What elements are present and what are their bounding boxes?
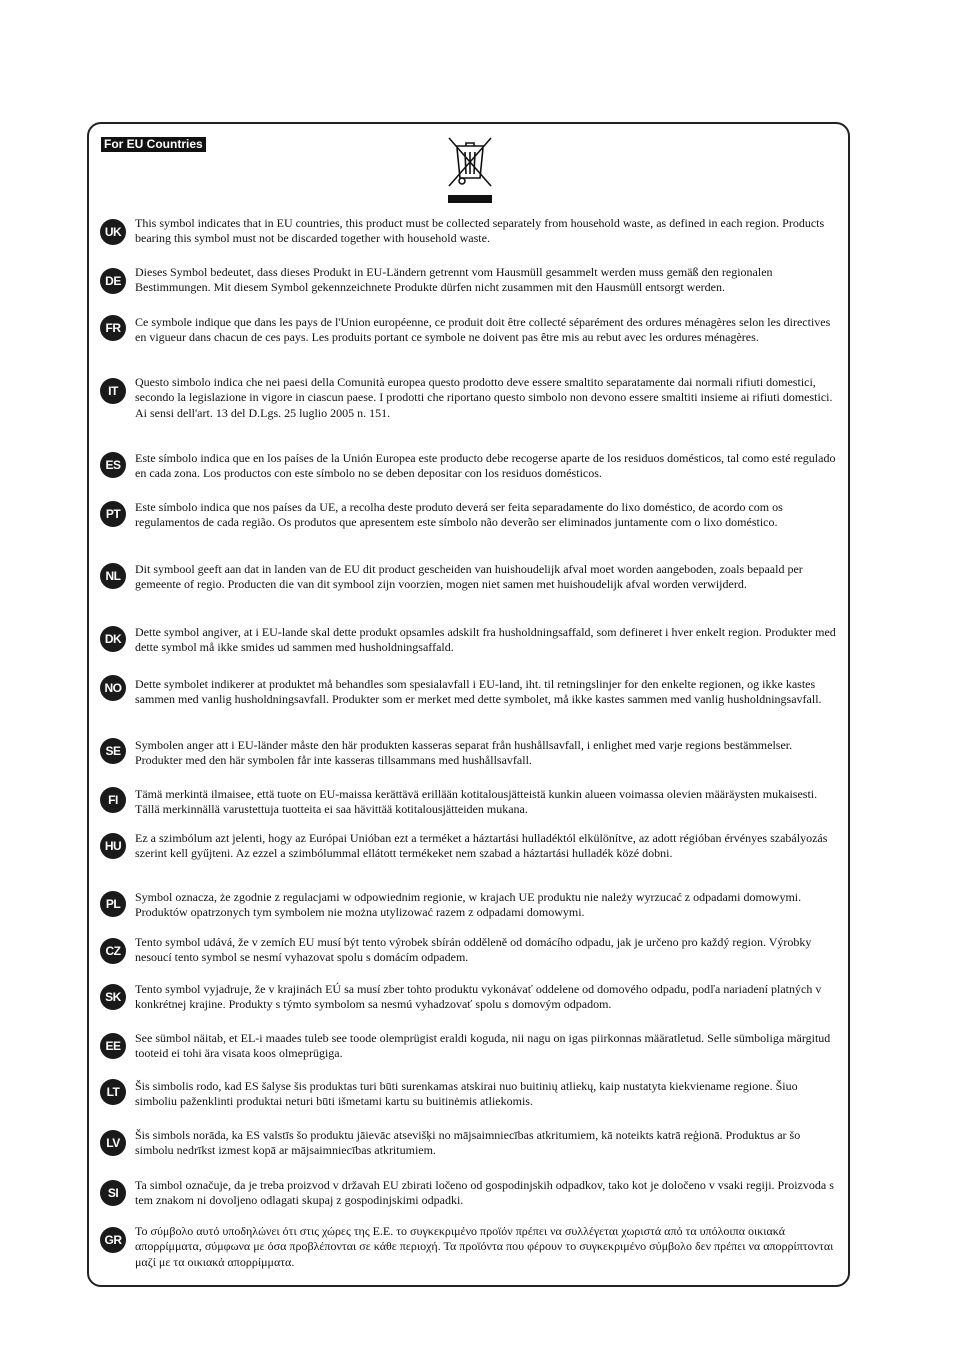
notice-text: Symbolen anger att i EU-länder måste den här produkten kasseras separat från hushållsavfall, i enlighet med varje regions bestämmelser. Produkter med den här symbolen får inte kasseras tillsammans med hushållsavfall. xyxy=(135,738,793,768)
country-code-badge: FI xyxy=(100,787,126,813)
notice-text: Dette symbolet indikerer at produktet må behandles som spesialavfall i EU-land, iht. til retningslinjer for den enkelte regionen, og ikke kastes sammen med vanlig husholdningsavfall. Produkter som er merket med dette symbolet, må ikke kastes sammen med vanlig husholdningsavfall. xyxy=(135,677,822,707)
notice-text: Ce symbole indique que dans les pays de l'Union européenne, ce produit doit être collecté séparément des ordures ménagères selon les directives en vigueur dans chacun de ces pays. Les produits portant ce symbole ne doivent pas être mis au rebut avec les ordures ménagères. xyxy=(135,315,831,345)
country-code-badge: CZ xyxy=(100,938,126,964)
country-code-badge: LV xyxy=(100,1130,126,1156)
country-code-badge: SE xyxy=(100,738,126,764)
notice-text: Ez a szimbólum azt jelenti, hogy az Európai Unióban ezt a terméket a háztartási hulladéktól elkülönítve, az adott régióban érvényes szabályozás szerint kell gyűjteni. Az ezzel a szimbólummal ellátott termékeket nem szabad a háztartási hulladék közé dobni. xyxy=(135,831,828,861)
country-code-badge: LT xyxy=(100,1079,126,1105)
notice-text: Este símbolo indica que en los países de la Unión Europea este producto debe recogerse aparte de los residuos domésticos, tal como esté regulado en cada zona. Los productos con este símbolo no se deben depositar con los residuos domésticos. xyxy=(135,451,836,481)
notice-text: Este símbolo indica que nos países da UE, a recolha deste produto deverá ser feita separadamente do lixo doméstico, de acordo com os regulamentos de cada região. Os produtos que apresentem este símbolo não deverão ser eliminados juntamente com o lixo doméstico. xyxy=(135,500,783,530)
notice-text: Šis simbols norāda, ka ES valstīs šo produktu jāievāc atsevišķi no mājsaimniecības atkritumiem, kā noteikts katrā reģionā. Produktus ar šo simbolu nedrīkst izmest kopā ar mājsaimniecības atkritumiem. xyxy=(135,1128,801,1158)
crossed-out-wheelie-bin-icon xyxy=(445,134,495,206)
country-code-badge: GR xyxy=(100,1227,126,1253)
country-code-badge: UK xyxy=(100,219,126,245)
notice-text: Το σύμβολο αυτό υποδηλώνει ότι στις χώρες της Ε.Ε. το συγκεκριμένο προϊόν πρέπει να συλλέγεται χωριστά από τα υπόλοιπα οικιακά απορρίμματα, σύμφωνα με όσα προβλέπονται σε κάθε περιοχή. Τα προϊόντα που φέρουν το συγκεκριμένο σύμβολο δεν πρέπει να απορρίπτονται μαζί με τα οικιακά απορρίμματα. xyxy=(135,1224,834,1269)
region-badge: For EU Countries xyxy=(101,137,206,152)
notice-text: Šis simbolis rodo, kad ES šalyse šis produktas turi būti surenkamas atskirai nuo buitinių atliekų, kaip nustatyta kiekviename regione. Šiuo simboliu paženklinti produktai neturi būti išmetami kartu su buitinėmis atliekomis. xyxy=(135,1079,798,1109)
notice-text-legal: Ai sensi dell'art. 13 del D.Lgs. 25 luglio 2005 n. 151. xyxy=(135,405,391,420)
country-code-badge: HU xyxy=(100,833,126,859)
notice-text: Dit symbool geeft aan dat in landen van de EU dit product gescheiden van huishoudelijk afval moet worden aangeboden, zoals bepaald per gemeente of regio. Producten die van dit symbool zijn voorzien, mogen niet samen met huishoudelijk afval worden verwijderd. xyxy=(135,562,803,592)
notice-text: Dette symbol angiver, at i EU-lande skal dette produkt opsamles adskilt fra husholdningsaffald, som defineret i hver enkelt region. Produkter med dette symbol må ikke smides ud sammen med husholdningsaffald. xyxy=(135,625,836,655)
notice-text: Dieses Symbol bedeutet, dass dieses Produkt in EU-Ländern getrennt vom Hausmüll gesammelt werden muss gemäß den regionalen Bestimmungen. Mit diesem Symbol gekennzeichnete Produkte dürfen nicht zusammen mit den Hausmüll entsorgt werden. xyxy=(135,265,773,295)
notice-text: This symbol indicates that in EU countries, this product must be collected separately from household waste, as defined in each region. Products bearing this symbol must not be discarded together with household waste. xyxy=(135,216,825,246)
notice-text: Tento symbol udává, že v zemích EU musí být tento výrobek sbírán odděleně od domácího odpadu, jak je určeno pro každý region. Výrobky nesoucí tento symbol se nesmí vyhazovat spolu s domácím odpadem. xyxy=(135,935,812,965)
notice-text: Symbol oznacza, że zgodnie z regulacjami w odpowiednim regionie, w krajach UE produktu nie należy wyrzucać z odpadami domowymi. Produktów opatrzonych tym symbolem nie można utylizować razem z odpadami domowymi. xyxy=(135,890,802,920)
notice-text: Ta simbol označuje, da je treba proizvod v državah EU zbirati ločeno od gospodinjskih odpadkov, tako kot je določeno v vsaki regiji. Proizvoda s tem znakom ni dovoljeno odlagati skupaj z gospodinjskimi odpadki. xyxy=(135,1178,834,1208)
notice-text: See sümbol näitab, et EL-i maades tuleb see toode olemprügist eraldi koguda, nii nagu on igas piirkonnas määratletud. Selle sümboliga märgitud tooteid ei tohi ära visata koos olmeprügiga. xyxy=(135,1031,831,1061)
country-code-badge: PT xyxy=(100,501,126,527)
country-code-badge: FR xyxy=(100,315,126,341)
country-code-badge: NL xyxy=(100,563,126,589)
notice-text: Tämä merkintä ilmaisee, että tuote on EU-maissa kerättävä erillään kotitalousjätteistä kunkin alueen voimassa olevien määräysten mukaisesti. Tällä merkinnällä varustettuja tuotteita ei saa hävittää kotitalousjätteiden mukana. xyxy=(135,787,818,817)
country-code-badge: PL xyxy=(100,891,126,917)
country-code-badge: DE xyxy=(100,268,126,294)
notice-text: Questo simbolo indica che nei paesi della Comunità europea questo prodotto deve essere smaltito separatamente dai normali rifiuti domestici, secondo la legislazione in vigore in ciascun paese. I prodotti che riportano questo simbolo non devono essere smaltiti insieme ai rifiuti domestici. xyxy=(135,375,833,405)
country-code-badge: DK xyxy=(100,626,126,652)
country-code-badge: ES xyxy=(100,452,126,478)
country-code-badge: IT xyxy=(100,378,126,404)
country-code-badge: EE xyxy=(100,1033,126,1059)
notice-text: Tento symbol vyjadruje, že v krajinách EÚ sa musí zber tohto produktu vykonávať oddelene od domového odpadu, podľa nariadení platných v konkrétnej krajine. Produkty s týmto symbolom sa nesmú vyhadzovať spolu s domovým odpadom. xyxy=(135,982,822,1012)
country-code-badge: NO xyxy=(100,675,126,701)
country-code-badge: SI xyxy=(100,1180,126,1206)
country-code-badge: SK xyxy=(100,984,126,1010)
